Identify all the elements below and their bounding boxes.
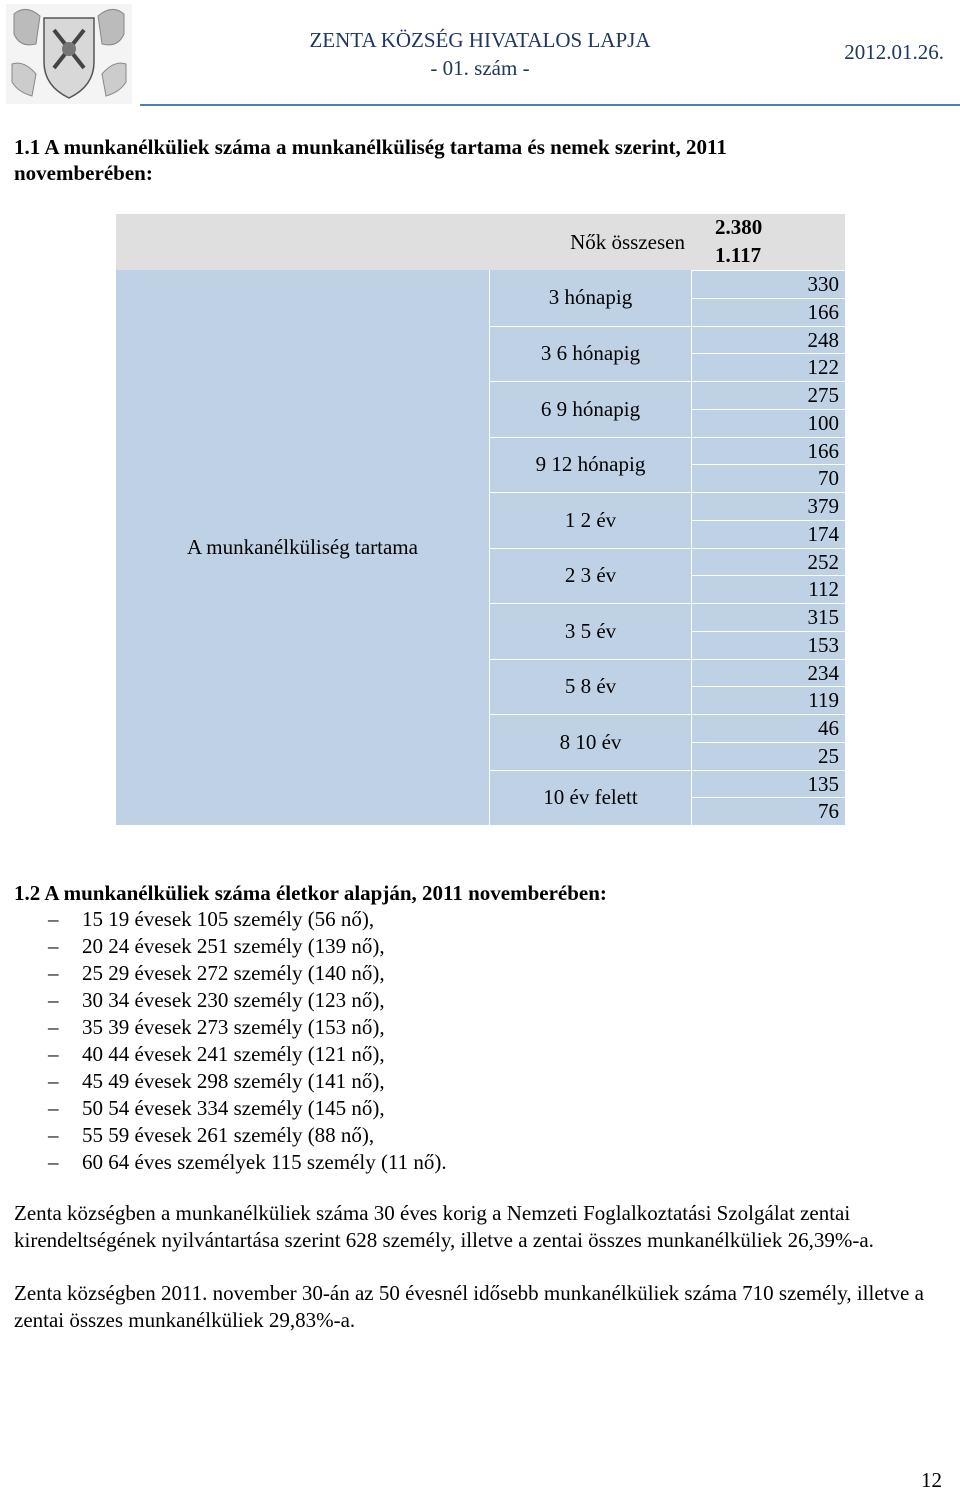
duration-women-value: 166 xyxy=(691,298,845,326)
duration-women-value: 70 xyxy=(691,464,845,492)
page-header xyxy=(0,0,960,108)
duration-total-value: 248 xyxy=(691,326,845,354)
age-group-item xyxy=(48,1068,385,1095)
duration-total-value: 166 xyxy=(691,437,845,465)
age-group-item xyxy=(48,960,385,987)
duration-women-value: 112 xyxy=(691,575,845,603)
duration-women-value: 25 xyxy=(691,742,845,770)
age-group-text: 15 19 évesek 105 személy (56 nő), xyxy=(82,907,375,931)
section-1-title-line1: 1.1 A munkanélküliek száma a munkanélküliség tartama és nemek szerint, 2011 xyxy=(14,135,727,159)
dash-bullet-icon: – xyxy=(48,1015,59,1039)
dash-bullet-icon: – xyxy=(48,1042,59,1066)
age-group-text: 40 44 évesek 241 személy (121 nő), xyxy=(82,1042,385,1066)
age-group-item xyxy=(48,987,385,1014)
age-group-item xyxy=(48,933,385,960)
age-group-text: 20 24 évesek 251 személy (139 nő), xyxy=(82,934,385,958)
duration-total-value: 234 xyxy=(691,659,845,687)
duration-total-value: 330 xyxy=(691,270,845,298)
duration-label: 10 év felett xyxy=(489,770,691,826)
issue-number: - 01. szám - xyxy=(430,56,530,80)
age-group-item xyxy=(48,906,374,933)
unemployment-duration-table xyxy=(116,214,845,825)
age-group-item xyxy=(48,1149,447,1176)
duration-label: 3 6 hónapig xyxy=(489,326,691,382)
dash-bullet-icon: – xyxy=(48,961,59,985)
age-group-item xyxy=(48,1041,385,1068)
coat-of-arms-icon xyxy=(6,4,132,104)
age-group-item xyxy=(48,1095,385,1122)
duration-women-value: 100 xyxy=(691,409,845,437)
duration-total-value: 275 xyxy=(691,381,845,409)
dash-bullet-icon: – xyxy=(48,934,59,958)
women-total: 1.117 xyxy=(691,242,845,270)
dash-bullet-icon: – xyxy=(48,1150,59,1174)
age-group-text: 60 64 éves személyek 115 személy (11 nő). xyxy=(82,1150,447,1174)
age-group-text: 50 54 évesek 334 személy (145 nő), xyxy=(82,1096,385,1120)
paragraph-under-30: Zenta községben a munkanélküliek száma 30 éves korig a Nemzeti Foglalkoztatási Szolgálat zentai kirendeltségének nyilvántartása szerint 628 személy, illetve a zentai összes munkanélküliek 26,39%-a. xyxy=(14,1201,874,1252)
issue-date: 2012.01.26. xyxy=(844,40,944,64)
age-group-text: 25 29 évesek 272 személy (140 nő), xyxy=(82,961,385,985)
duration-total-value: 135 xyxy=(691,770,845,798)
duration-total-value: 315 xyxy=(691,603,845,631)
grand-total: 2.380 xyxy=(691,214,845,242)
age-group-text: 30 34 évesek 230 személy (123 nő), xyxy=(82,988,385,1012)
duration-label: 5 8 év xyxy=(489,659,691,715)
duration-label: 6 9 hónapig xyxy=(489,381,691,437)
duration-label: 3 5 év xyxy=(489,603,691,659)
duration-women-value: 174 xyxy=(691,520,845,548)
duration-label: 2 3 év xyxy=(489,548,691,604)
paragraph-over-50: Zenta községben 2011. november 30-án az 50 évesnél idősebb munkanélküliek száma 710 személy, illetve a zentai összes munkanélküliek 29,83%-a. xyxy=(14,1281,924,1332)
duration-women-value: 153 xyxy=(691,631,845,659)
section-1-title-line2: novemberében: xyxy=(14,161,153,185)
newspaper-title: ZENTA KÖZSÉG HIVATALOS LAPJA xyxy=(309,28,651,52)
duration-total-value: 252 xyxy=(691,548,845,576)
duration-total-value: 379 xyxy=(691,492,845,520)
duration-women-value: 119 xyxy=(691,686,845,714)
dash-bullet-icon: – xyxy=(48,988,59,1012)
duration-label: 9 12 hónapig xyxy=(489,437,691,493)
section-2-title: 1.2 A munkanélküliek száma életkor alapján, 2011 novemberében: xyxy=(14,881,607,905)
women-total-label: Nők összesen xyxy=(116,214,691,270)
age-group-item xyxy=(48,1122,374,1149)
duration-women-value: 76 xyxy=(691,797,845,825)
age-group-text: 35 39 évesek 273 személy (153 nő), xyxy=(82,1015,385,1039)
age-group-text: 45 49 évesek 298 személy (141 nő), xyxy=(82,1069,385,1093)
header-divider xyxy=(140,104,960,106)
page-number: 12 xyxy=(921,1468,942,1492)
duration-label: 3 hónapig xyxy=(489,270,691,326)
dash-bullet-icon: – xyxy=(48,1123,59,1147)
duration-total-value: 46 xyxy=(691,714,845,742)
row-header-duration: A munkanélküliség tartama xyxy=(116,270,489,825)
dash-bullet-icon: – xyxy=(48,907,59,931)
age-group-item xyxy=(48,1014,385,1041)
age-group-text: 55 59 évesek 261 személy (88 nő), xyxy=(82,1123,375,1147)
duration-women-value: 122 xyxy=(691,353,845,381)
duration-label: 1 2 év xyxy=(489,492,691,548)
dash-bullet-icon: – xyxy=(48,1096,59,1120)
duration-label: 8 10 év xyxy=(489,714,691,770)
dash-bullet-icon: – xyxy=(48,1069,59,1093)
